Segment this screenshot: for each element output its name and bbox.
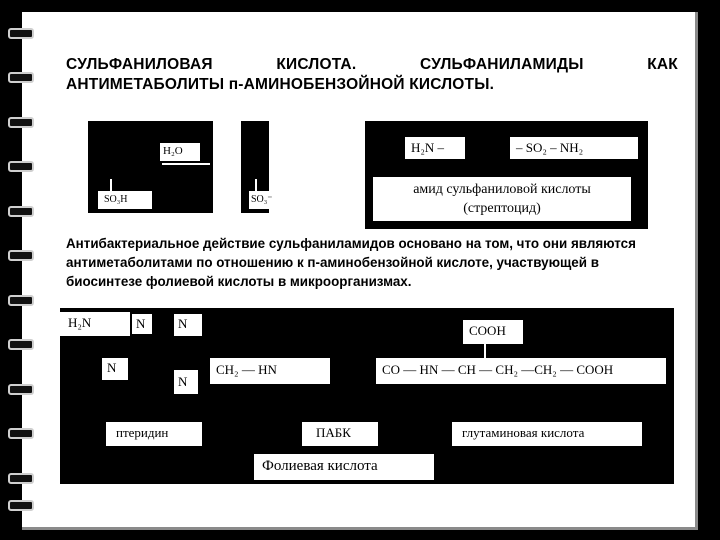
binder-ring (8, 28, 34, 39)
bond-line (110, 179, 112, 191)
h2n-label: H₂N – (405, 137, 465, 159)
so3minus-label: SO₃⁻ (249, 191, 273, 209)
glutamic-acid-label: глутаминовая кислота (452, 422, 642, 446)
so3h-label: SO₃H (98, 191, 152, 209)
pteridine-label: птеридин (106, 422, 202, 446)
binder-ring (8, 473, 34, 484)
sulfanilic-acid-scan (88, 121, 213, 213)
binder-ring (8, 206, 34, 217)
so2nh2-label: – SO₂ – NH₂ (510, 137, 638, 159)
slide-title (66, 55, 678, 95)
streptocid-name: амид сульфаниловой кислоты (413, 182, 591, 197)
binder-ring (8, 117, 34, 128)
streptocid-trivial-name: (стрептоцид) (463, 201, 541, 216)
streptocid-caption (373, 177, 631, 221)
nitrogen-label: N (174, 370, 198, 394)
binder-ring (8, 295, 34, 306)
body-paragraph: Антибактериальное действие сульфаниламидов основано на том, что они являются антиметаболитами по отношению к п-аминобензойной кислоте, участвующей в биосинтезе фолиевой кислоты в микроорганизмах. (66, 236, 636, 289)
nitrogen-label: N (102, 358, 128, 380)
bond-line (255, 179, 257, 191)
title-word: СУЛЬФАНИЛОВАЯ (66, 56, 213, 73)
title-word: КАК (647, 56, 678, 73)
pabk-label: ПАБК (302, 422, 378, 446)
binder-ring (8, 72, 34, 83)
h2o-label: H₂O (160, 143, 200, 161)
binder-ring (8, 339, 34, 350)
nitrogen-label: N (174, 314, 202, 336)
binder-ring (8, 161, 34, 172)
h2n-label: H₂N (60, 312, 130, 336)
cooh-label: COOH (463, 320, 523, 344)
folic-acid-label: Фолиевая кислота (254, 454, 434, 480)
reaction-arrow (162, 163, 210, 165)
title-line-2: АНТИМЕТАБОЛИТЫ п-АМИНОБЕНЗОЙНОЙ КИСЛОТЫ. (66, 76, 495, 93)
binder-ring (8, 250, 34, 261)
nitrogen-label: N (132, 314, 152, 334)
streptocid-scan (365, 121, 648, 229)
glutamate-chain-label: CO — HN — CH — CH₂ —CH₂ — COOH (376, 358, 666, 384)
binder-ring (8, 428, 34, 439)
folic-acid-scan (60, 308, 674, 484)
title-word: КИСЛОТА. (276, 56, 357, 73)
binder-ring (8, 500, 34, 511)
sulfanilate-scan (241, 121, 273, 213)
title-word: СУЛЬФАНИЛАМИДЫ (420, 56, 584, 73)
ch2-hn-label: CH₂ — HN (210, 358, 330, 384)
binder-ring (8, 384, 34, 395)
